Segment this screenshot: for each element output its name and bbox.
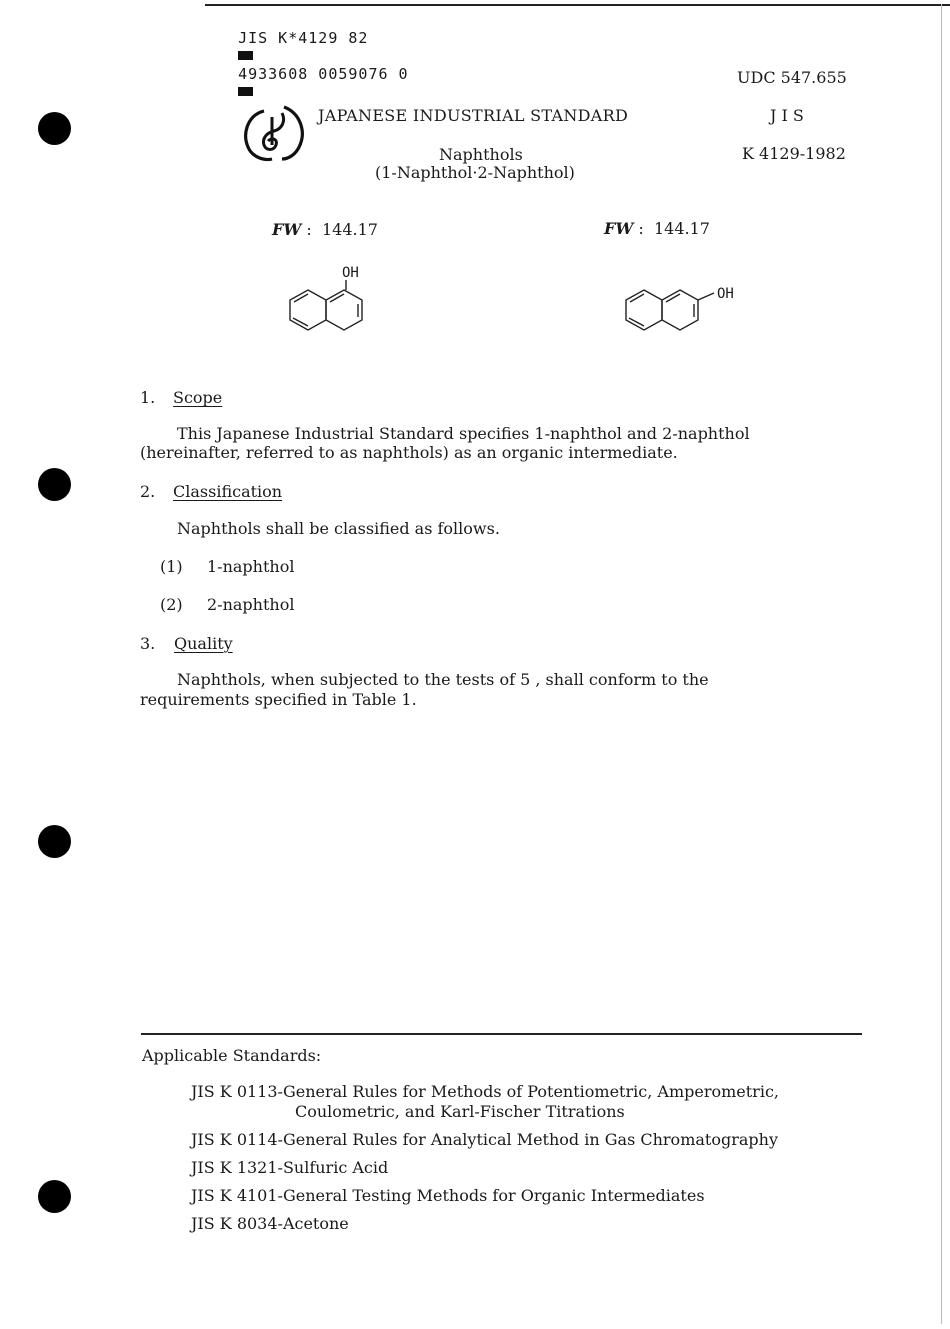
document-name: Naphthols — [439, 145, 523, 164]
classification-item-1-num: (1) — [160, 557, 183, 576]
scope-text-line1: This Japanese Industrial Standard specifies 1-naphthol and 2-naphthol — [177, 424, 750, 443]
fw-label-right: FW — [604, 219, 634, 238]
applicable-heading: Applicable Standards: — [142, 1046, 322, 1065]
naphthol-1-structure — [282, 280, 374, 342]
oh-label-2: OH — [717, 286, 734, 302]
quality-text-line1: Naphthols, when subjected to the tests of 5 , shall conform to the — [177, 670, 709, 689]
section-quality-number: 3. — [140, 634, 156, 653]
section-quality-heading: Quality — [174, 634, 233, 653]
section-scope-heading: Scope — [173, 388, 223, 407]
fw-colon-right: : — [633, 219, 654, 238]
fw-value-left: 144.17 — [321, 220, 378, 239]
jis-number: K 4129-1982 — [742, 144, 846, 163]
classification-item-2-text: 2-naphthol — [207, 595, 295, 614]
udc-number: UDC 547.655 — [737, 68, 847, 87]
redaction-block-1 — [238, 51, 253, 60]
jis-label: J I S — [770, 106, 804, 125]
naphthol-2-structure — [622, 284, 726, 342]
section-classification-number: 2. — [140, 482, 156, 501]
redaction-block-2 — [238, 87, 253, 96]
doc-code: JIS K*4129 82 — [238, 29, 369, 47]
applicable-item-1: JIS K 0113-General Rules for Methods of Potentiometric, Amperometric, — [191, 1082, 779, 1101]
fw-right — [604, 219, 710, 238]
jis-logo-icon — [242, 103, 306, 165]
binder-hole-4 — [38, 1180, 71, 1213]
binder-hole-3 — [38, 825, 71, 858]
oh-label-1: OH — [342, 265, 359, 281]
applicable-item-1-cont: Coulometric, and Karl-Fischer Titrations — [295, 1102, 625, 1121]
binder-hole-2 — [38, 468, 71, 501]
applicable-item-2: JIS K 0114-General Rules for Analytical Method in Gas Chromatography — [191, 1130, 778, 1149]
section-scope-number: 1. — [140, 388, 156, 407]
applicable-item-3: JIS K 1321-Sulfuric Acid — [191, 1158, 389, 1177]
fw-left — [272, 220, 378, 239]
top-border — [205, 4, 950, 6]
header-code-line — [218, 11, 409, 101]
right-border — [941, 4, 942, 1324]
fw-label-left: FW — [272, 220, 302, 239]
scope-text-line2: (hereinafter, referred to as naphthols) as an organic intermediate. — [140, 443, 678, 462]
section-classification-heading: Classification — [173, 482, 283, 501]
document-subtitle: (1-Naphthol·2-Naphthol) — [375, 163, 575, 182]
classification-intro: Naphthols shall be classified as follows. — [177, 519, 500, 538]
classification-item-1-text: 1-naphthol — [207, 557, 295, 576]
serial-code: 4933608 0059076 0 — [238, 65, 409, 83]
standard-title: JAPANESE INDUSTRIAL STANDARD — [318, 106, 629, 125]
binder-hole-1 — [38, 112, 71, 145]
classification-item-2-num: (2) — [160, 595, 183, 614]
applicable-divider — [141, 1033, 862, 1035]
fw-value-right: 144.17 — [653, 219, 710, 238]
applicable-item-5: JIS K 8034-Acetone — [191, 1214, 349, 1233]
applicable-item-4: JIS K 4101-General Testing Methods for Organic Intermediates — [191, 1186, 705, 1205]
quality-text-line2: requirements specified in Table 1. — [140, 690, 417, 709]
fw-colon-left: : — [301, 220, 322, 239]
